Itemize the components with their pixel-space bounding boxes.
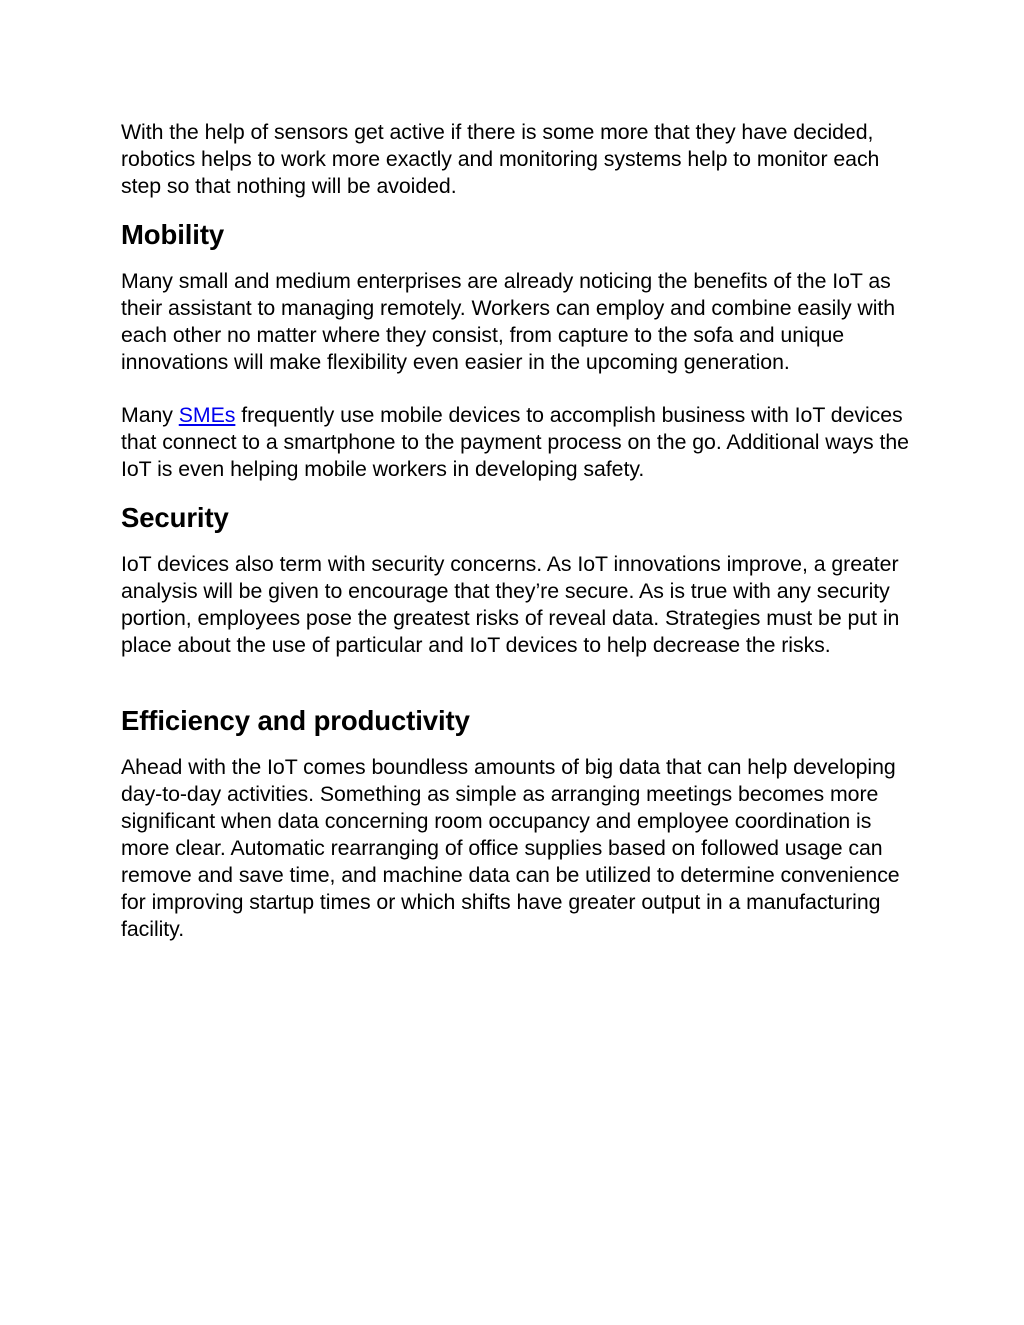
mobility-paragraph-1: Many small and medium enterprises are already noticing the benefits of the IoT as their assistant to managing remotely. Workers can employ and combine easily with each other no matter where they consist, from capture to the sofa and unique innovations will make flexibility even easier in the upcoming generation.: [121, 269, 896, 374]
document-page: [121, 119, 911, 943]
mobility-paragraph-2-lead: Many: [121, 403, 179, 427]
smes-link[interactable]: SMEs: [178, 403, 236, 427]
intro-paragraph: With the help of sensors get active if there is some more that they have decided, robotics helps to work more exactly and monitoring systems help to monitor each step so that nothing will be avoided.: [121, 120, 880, 198]
efficiency-paragraph: Ahead with the IoT comes boundless amounts of big data that can help developing day-to-day activities. Something as simple as arranging meetings becomes more significant when data concerning room occupancy and employee coordination is more clear. Automatic rearranging of office supplies based on followed usage can remove and save time, and machine data can be utilized to determine convenience for improving startup times or which shifts have greater output in a manufacturing facility.: [121, 755, 900, 941]
efficiency-heading: Efficiency and productivity: [121, 705, 470, 736]
security-heading: Security: [121, 502, 229, 533]
mobility-paragraph-2: [121, 402, 911, 483]
security-paragraph: IoT devices also term with security concerns. As IoT innovations improve, a greater analysis will be given to encourage that they’re secure. As is true with any security portion, employees pose the greatest risks of reveal data. Strategies must be put in place about the use of particular and IoT devices to help decrease the risks.: [121, 552, 900, 657]
mobility-heading: Mobility: [121, 219, 225, 250]
mobility-paragraph-2-rest: frequently use mobile devices to accomplish business with IoT devices that connect to a smartphone to the payment process on the go. Additional ways the IoT is even helping mobile workers in developing safety.: [121, 403, 909, 481]
